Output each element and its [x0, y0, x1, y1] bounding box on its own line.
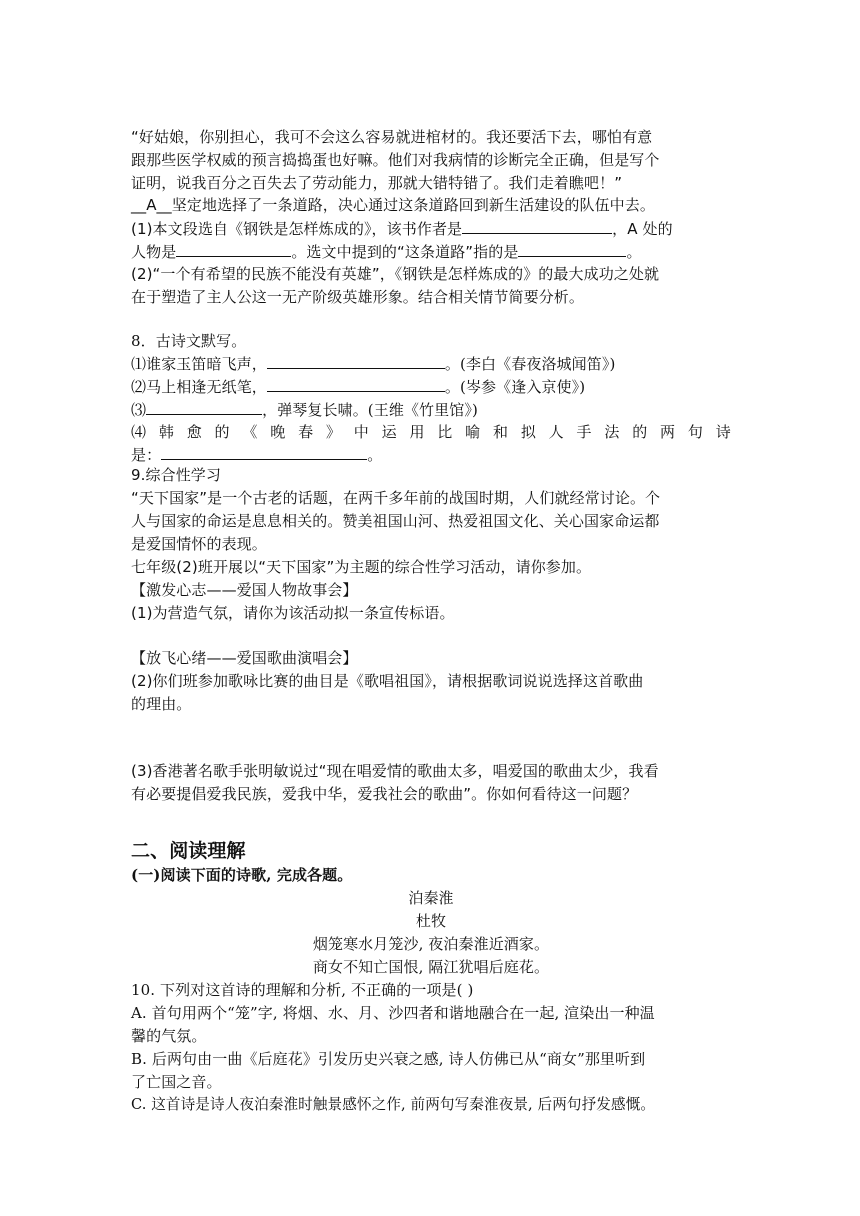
- option-a: A. 首句用两个“笼”字, 将烟、水、月、沙四者和谐地融合在一起, 渲染出一种温: [131, 1004, 655, 1022]
- question-text: (2)你们班参加歌咏比赛的曲目是《歌唱祖国》，请根据歌词说说选择这首歌曲: [131, 672, 644, 690]
- item-text: 。(李白《春夜洛城闻笛》): [444, 355, 616, 373]
- poem-author: 杜牧: [415, 912, 447, 930]
- question-text: (3)香港著名歌手张明敏说过“现在唱爱情的歌曲太多，唱爱国的歌曲太少，我看: [131, 762, 659, 780]
- question-text: 有必要提倡爱我民族，爱我中华，爱我社会的歌曲”。你如何看待这一问题？: [131, 785, 638, 803]
- item-text: 是：: [131, 446, 162, 464]
- poem-line: 商女不知亡国恨, 隔江犹唱后庭花。: [312, 958, 550, 976]
- answer-blank[interactable]: [267, 375, 445, 392]
- spread-char: 拟: [520, 423, 536, 441]
- poem-recitation-item: [131, 421, 731, 443]
- item-text: ⑴谁家玉笛暗飞声，: [131, 355, 267, 373]
- question-text: (1)为营造气氛，请你为该活动拟一条宣传标语。: [131, 604, 455, 622]
- question-2-line: 在于塑造了主人公这一无产阶级英雄形象。结合相关情节简要分析。: [131, 288, 585, 306]
- spread-char: ⑷: [131, 423, 147, 441]
- intro-line: 人与国家的命运是息息相关的。赞美祖国山河、热爱祖国文化、关心国家命运都: [131, 512, 660, 530]
- spread-char: 《: [242, 423, 258, 441]
- question-2-line: (2)“一个有希望的民族不能没有英雄”，《钢铁是怎样炼成的》的最大成功之处就: [131, 265, 660, 283]
- question-10: 10. 下列对这首诗的理解和分析, 不正确的一项是( ): [131, 981, 474, 999]
- spread-char: 愈: [186, 423, 202, 441]
- poem-line: 烟笼寒水月笼沙, 夜泊秦淮近酒家。: [312, 935, 550, 953]
- answer-blank[interactable]: [267, 352, 445, 369]
- answer-blank[interactable]: [462, 217, 612, 234]
- spread-char: 喻: [465, 423, 481, 441]
- spread-char: 》: [325, 423, 342, 441]
- answer-blank[interactable]: [161, 443, 367, 460]
- spread-char: 诗: [715, 423, 731, 441]
- answer-blank[interactable]: [176, 240, 291, 257]
- passage-text: 坚定地选择了一条道路，决心通过这条道路回到新生活建设的队伍中去。: [171, 196, 655, 214]
- item-text: 。(岑参《逢入京使》): [444, 378, 586, 396]
- spread-char: 的: [632, 423, 648, 441]
- section-2-heading: 二、阅读理解: [131, 840, 246, 862]
- spread-char: 手: [576, 423, 592, 441]
- spread-char: 的: [214, 423, 230, 441]
- passage-line: 证明，说我百分之百失去了劳动能力，那就大错特错了。我们走着瞧吧！”: [131, 174, 623, 192]
- poem-recitation-item: [131, 375, 731, 398]
- question-text: 人物是: [131, 243, 177, 261]
- spread-char: 运: [381, 423, 397, 441]
- question-text: 。选文中提到的“这条道路”指的是: [291, 243, 519, 261]
- spread-char: 比: [437, 423, 453, 441]
- answer-blank[interactable]: [146, 398, 262, 415]
- question-text: 。: [626, 243, 642, 261]
- option-a: 馨的气氛。: [131, 1027, 207, 1045]
- poem-recitation-item: [131, 398, 731, 421]
- intro-line: 七年级(2)班开展以“天下国家”为主题的综合性学习活动，请你参加。: [131, 558, 592, 576]
- subsection-heading: (一)阅读下面的诗歌, 完成各题。: [131, 866, 353, 884]
- option-b: B. 后两句由一曲《后庭花》引发历史兴衰之感, 诗人仿佛已从“商女”那里听到: [131, 1050, 646, 1068]
- question-8-title: 8．古诗文默写。: [131, 332, 247, 350]
- spread-char: 法: [604, 423, 620, 441]
- section-heading: 【放飞心绪——爱国歌曲演唱会】: [131, 649, 358, 667]
- spread-char: 用: [409, 423, 425, 441]
- option-b: 了亡国之音。: [131, 1073, 222, 1091]
- question-text: 的理由。: [131, 695, 192, 713]
- item-text: ⑶: [131, 401, 147, 419]
- spread-char: 春: [298, 423, 314, 441]
- spread-char: 两: [660, 423, 676, 441]
- poem-title: 泊秦淮: [408, 889, 454, 907]
- spread-char: 中: [353, 423, 369, 441]
- intro-line: 是爱国情怀的表现。: [131, 535, 267, 553]
- spread-char: 和: [492, 423, 509, 441]
- spread-text: [131, 421, 731, 443]
- spread-char: 韩: [158, 423, 174, 441]
- section-heading: 【激发心志——爱国人物故事会】: [131, 581, 358, 599]
- spread-char: 人: [548, 423, 564, 441]
- poem-recitation-item: [131, 352, 731, 375]
- poem-recitation-item: [131, 443, 731, 466]
- question-1-line: [131, 240, 731, 263]
- question-9-title: 9.综合性学习: [131, 466, 222, 484]
- blank-a: __A__: [131, 196, 172, 214]
- spread-char: 晚: [270, 423, 286, 441]
- option-c: C. 这首诗是诗人夜泊秦淮时触景感怀之作, 前两句写秦淮夜景, 后两句抒发感慨。: [131, 1096, 656, 1113]
- answer-blank[interactable]: [518, 240, 626, 257]
- question-1-line: [131, 217, 731, 240]
- question-text: ，A 处的: [612, 220, 673, 238]
- passage-line: “好姑娘，你别担心，我可不会这么容易就进棺材的。我还要活下去，哪怕有意: [131, 128, 653, 146]
- passage-line: [131, 194, 731, 216]
- spread-char: 句: [687, 423, 703, 441]
- intro-line: “天下国家”是一个古老的话题，在两千多年前的战国时期，人们就经常讨论。个: [131, 489, 661, 507]
- passage-line: 跟那些医学权威的预言捣捣蛋也好嘛。他们对我病情的诊断完全正确，但是写个: [131, 151, 660, 169]
- item-text: 。: [367, 446, 383, 464]
- item-text: ⑵马上相逢无纸笔，: [131, 378, 267, 396]
- item-text: ，弹琴复长啸。(王维《竹里馆》): [262, 401, 478, 419]
- question-text: (1)本文段选自《钢铁是怎样炼成的》，该书作者是: [131, 220, 463, 238]
